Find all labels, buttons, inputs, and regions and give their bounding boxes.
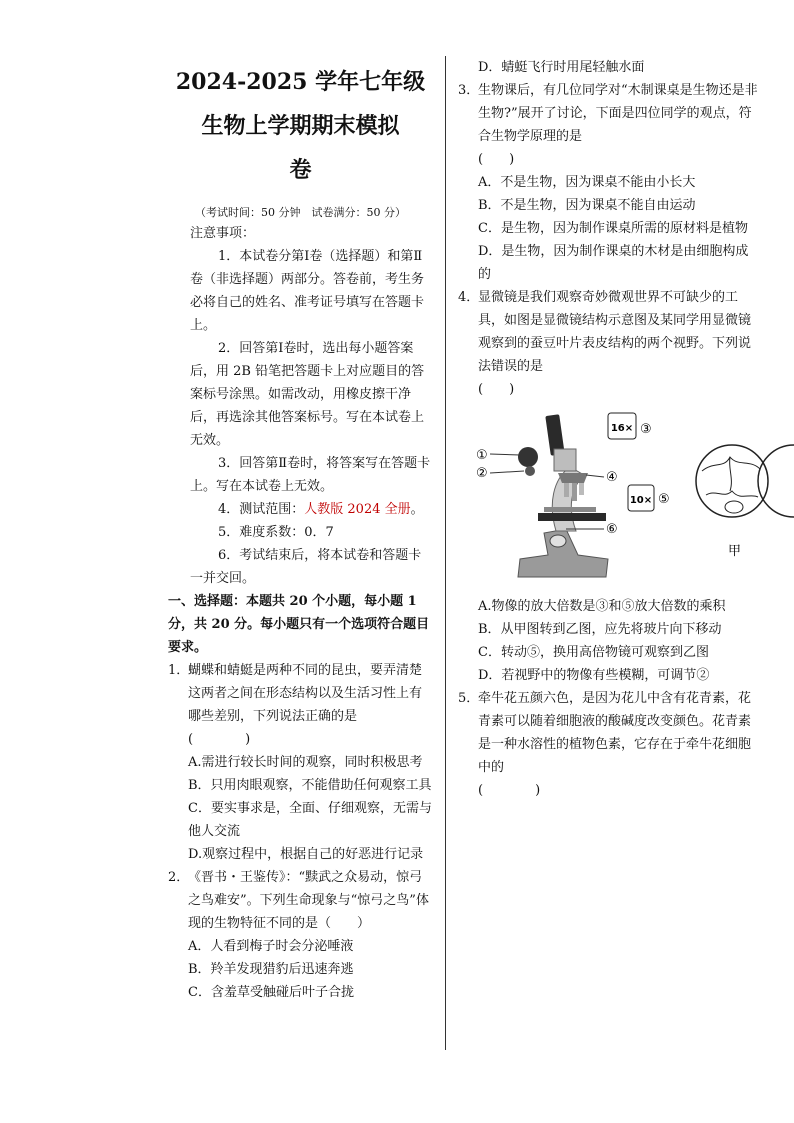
note-5: 5．难度系数：0．7 [218,525,334,540]
objective-lens [579,483,584,495]
q2-option-d: D．蜻蜓飞行时用尾轻触水面 [478,60,645,75]
note-4-prefix: 4．测试范围： [218,502,305,517]
question-number: 4． [458,290,480,305]
q1-option-c: C．要实事求是，全面、仔细观察，无需与他人交流 [188,801,432,839]
label-5: ⑤ [658,492,670,507]
q3-option-c: C．是生物，因为制作课桌所需的原材料是植物 [478,221,748,236]
eyepiece-magnification: 16× [610,423,634,434]
nosepiece [558,473,588,483]
column-divider [445,56,446,1050]
q2-option-b: B．羚羊发现猎豹后迅速奔逃 [188,962,354,977]
leader-line [586,475,604,477]
microscope-diagram [458,409,794,589]
note-3: 3．回答第Ⅱ卷时，将答案写在答题卡上。写在本试卷上无效。 [190,456,431,494]
question-number: 1． [168,663,190,678]
field-of-view-jia [696,445,768,517]
q4-option-d: D．若视野中的物像有些模糊，可调节② [478,668,710,683]
answer-blank: ( ) [478,783,541,798]
right-column [458,56,758,802]
q3-option-b: B．不是生物，因为课桌不能自由运动 [478,198,696,213]
microscope-stage [538,513,606,521]
notes-heading: 注意事项： [190,226,256,241]
q1-option-b: B．只用肉眼观察，不能借助任何观察工具 [188,778,432,793]
label-6: ⑥ [606,522,618,537]
leader-line [490,454,520,455]
glass-slide [544,507,596,512]
q4-option-b: B．从甲图转到乙图，应先将玻片向下移动 [478,622,722,637]
question-number: 5． [458,691,480,706]
q4-option-c: C．转动⑤，换用高倍物镜可观察到乙图 [478,645,709,660]
q1-option-a: A.需进行较长时间的观察，同时积极思考 [188,755,423,770]
test-scope: 人教版 2024 全册 [304,502,411,517]
question-2 [168,866,433,935]
q4-option-a: A.物像的放大倍数是③和⑤放大倍数的乘积 [478,599,726,614]
question-number: 2． [168,870,190,885]
label-2: ② [476,466,488,481]
leader-line [490,471,524,473]
body-tube [554,449,576,471]
fine-focus-knob [525,466,535,476]
reflector-mirror [550,535,566,547]
question-stem: 《晋书・王鉴传》：“黩武之众易动，惊弓之鸟难安”。下列生命现象与“惊弓之鸟”体现的生物特征不同的是（ ） [188,870,429,931]
note-1: 1．本试卷分第Ⅰ卷（选择题）和第Ⅱ卷（非选择题）两部分。答卷前，考生务必将自己的姓名、准考证号填写在答题卡上。 [190,249,425,333]
objective-magnification: 10× [629,495,653,506]
q2-option-a: A．人看到梅子时会分泌唾液 [188,939,354,954]
question-stem: 蝴蝶和蜻蜓是两种不同的昆虫，要弄清楚这两者之间在形态结构以及生活习性上有哪些差别，下列说法正确的是 ( ) [188,663,423,747]
note-2: 2．回答第Ⅰ卷时，选出每小题答案后，用 2B 铅笔把答题卡上对应题目的答案标号涂黑。如需改动，用橡皮擦干净后，再选涂其他答案标号。写在本试卷上无效。 [190,341,425,448]
exam-title [168,60,433,192]
section-1-heading: 一、选择题：本题共 20 个小题，每小题 1 分，共 20 分。每小题只有一个选项符合题目要求。 [168,594,430,655]
left-column [168,60,433,1004]
question-1 [168,659,433,751]
label-3: ③ [640,422,652,437]
q3-option-d: D．是生物，因为制作课桌的木材是由细胞构成的 [478,244,749,282]
q1-option-d: D.观察过程中，根据自己的好恶进行记录 [188,847,424,862]
objective-lens [564,483,569,497]
answer-blank: ( ) [188,732,251,747]
question-3 [458,79,758,171]
question-stem: 显微镜是我们观察奇妙微观世界不可缺少的工具，如图是显微镜结构示意图及某同学用显微镜观察到的蚕豆叶片表皮结构的两个视野。下列说法错误的是 ( ) [478,290,752,397]
answer-blank: ( ) [478,152,515,167]
q3-option-a: A．不是生物，因为课桌不能由小长大 [478,175,696,190]
view-label-jia: 甲 [728,544,742,559]
question-stem: 牵牛花五颜六色，是因为花儿中含有花青素，花青素可以随着细胞液的酸碱度改变颜色。花青素是一种水溶性的植物色素，它存在于牵牛花细胞中的 ( ) [478,691,752,798]
note-6: 6．考试结束后，将本试卷和答题卡一并交回。 [190,548,422,586]
note-4-suffix: 。 [410,502,424,517]
question-4 [458,286,758,401]
coarse-focus-knob [518,447,538,467]
question-5 [458,687,758,802]
title-line-3: 卷 [289,157,312,183]
question-number: 3． [458,83,480,98]
title-line-1: 2024-2025 学年七年级 [175,69,426,95]
objective-lens [572,483,577,501]
exam-info: （考试时间：50 分钟 试卷满分：50 分） [195,206,406,219]
label-1: ① [476,448,488,463]
note-4 [168,498,433,521]
answer-blank: ( ) [478,382,515,397]
q2-option-c: C．含羞草受触碰后叶子合拢 [188,985,354,1000]
question-stem: 生物课后，有几位同学对“木制课桌是生物还是非生物?”展开了讨论，下面是四位同学的观点，符合生物学原理的是 ( ) [478,83,758,167]
title-line-2: 生物上学期期末模拟 [201,113,400,139]
label-4: ④ [606,470,618,485]
microscope-figure [458,409,794,589]
